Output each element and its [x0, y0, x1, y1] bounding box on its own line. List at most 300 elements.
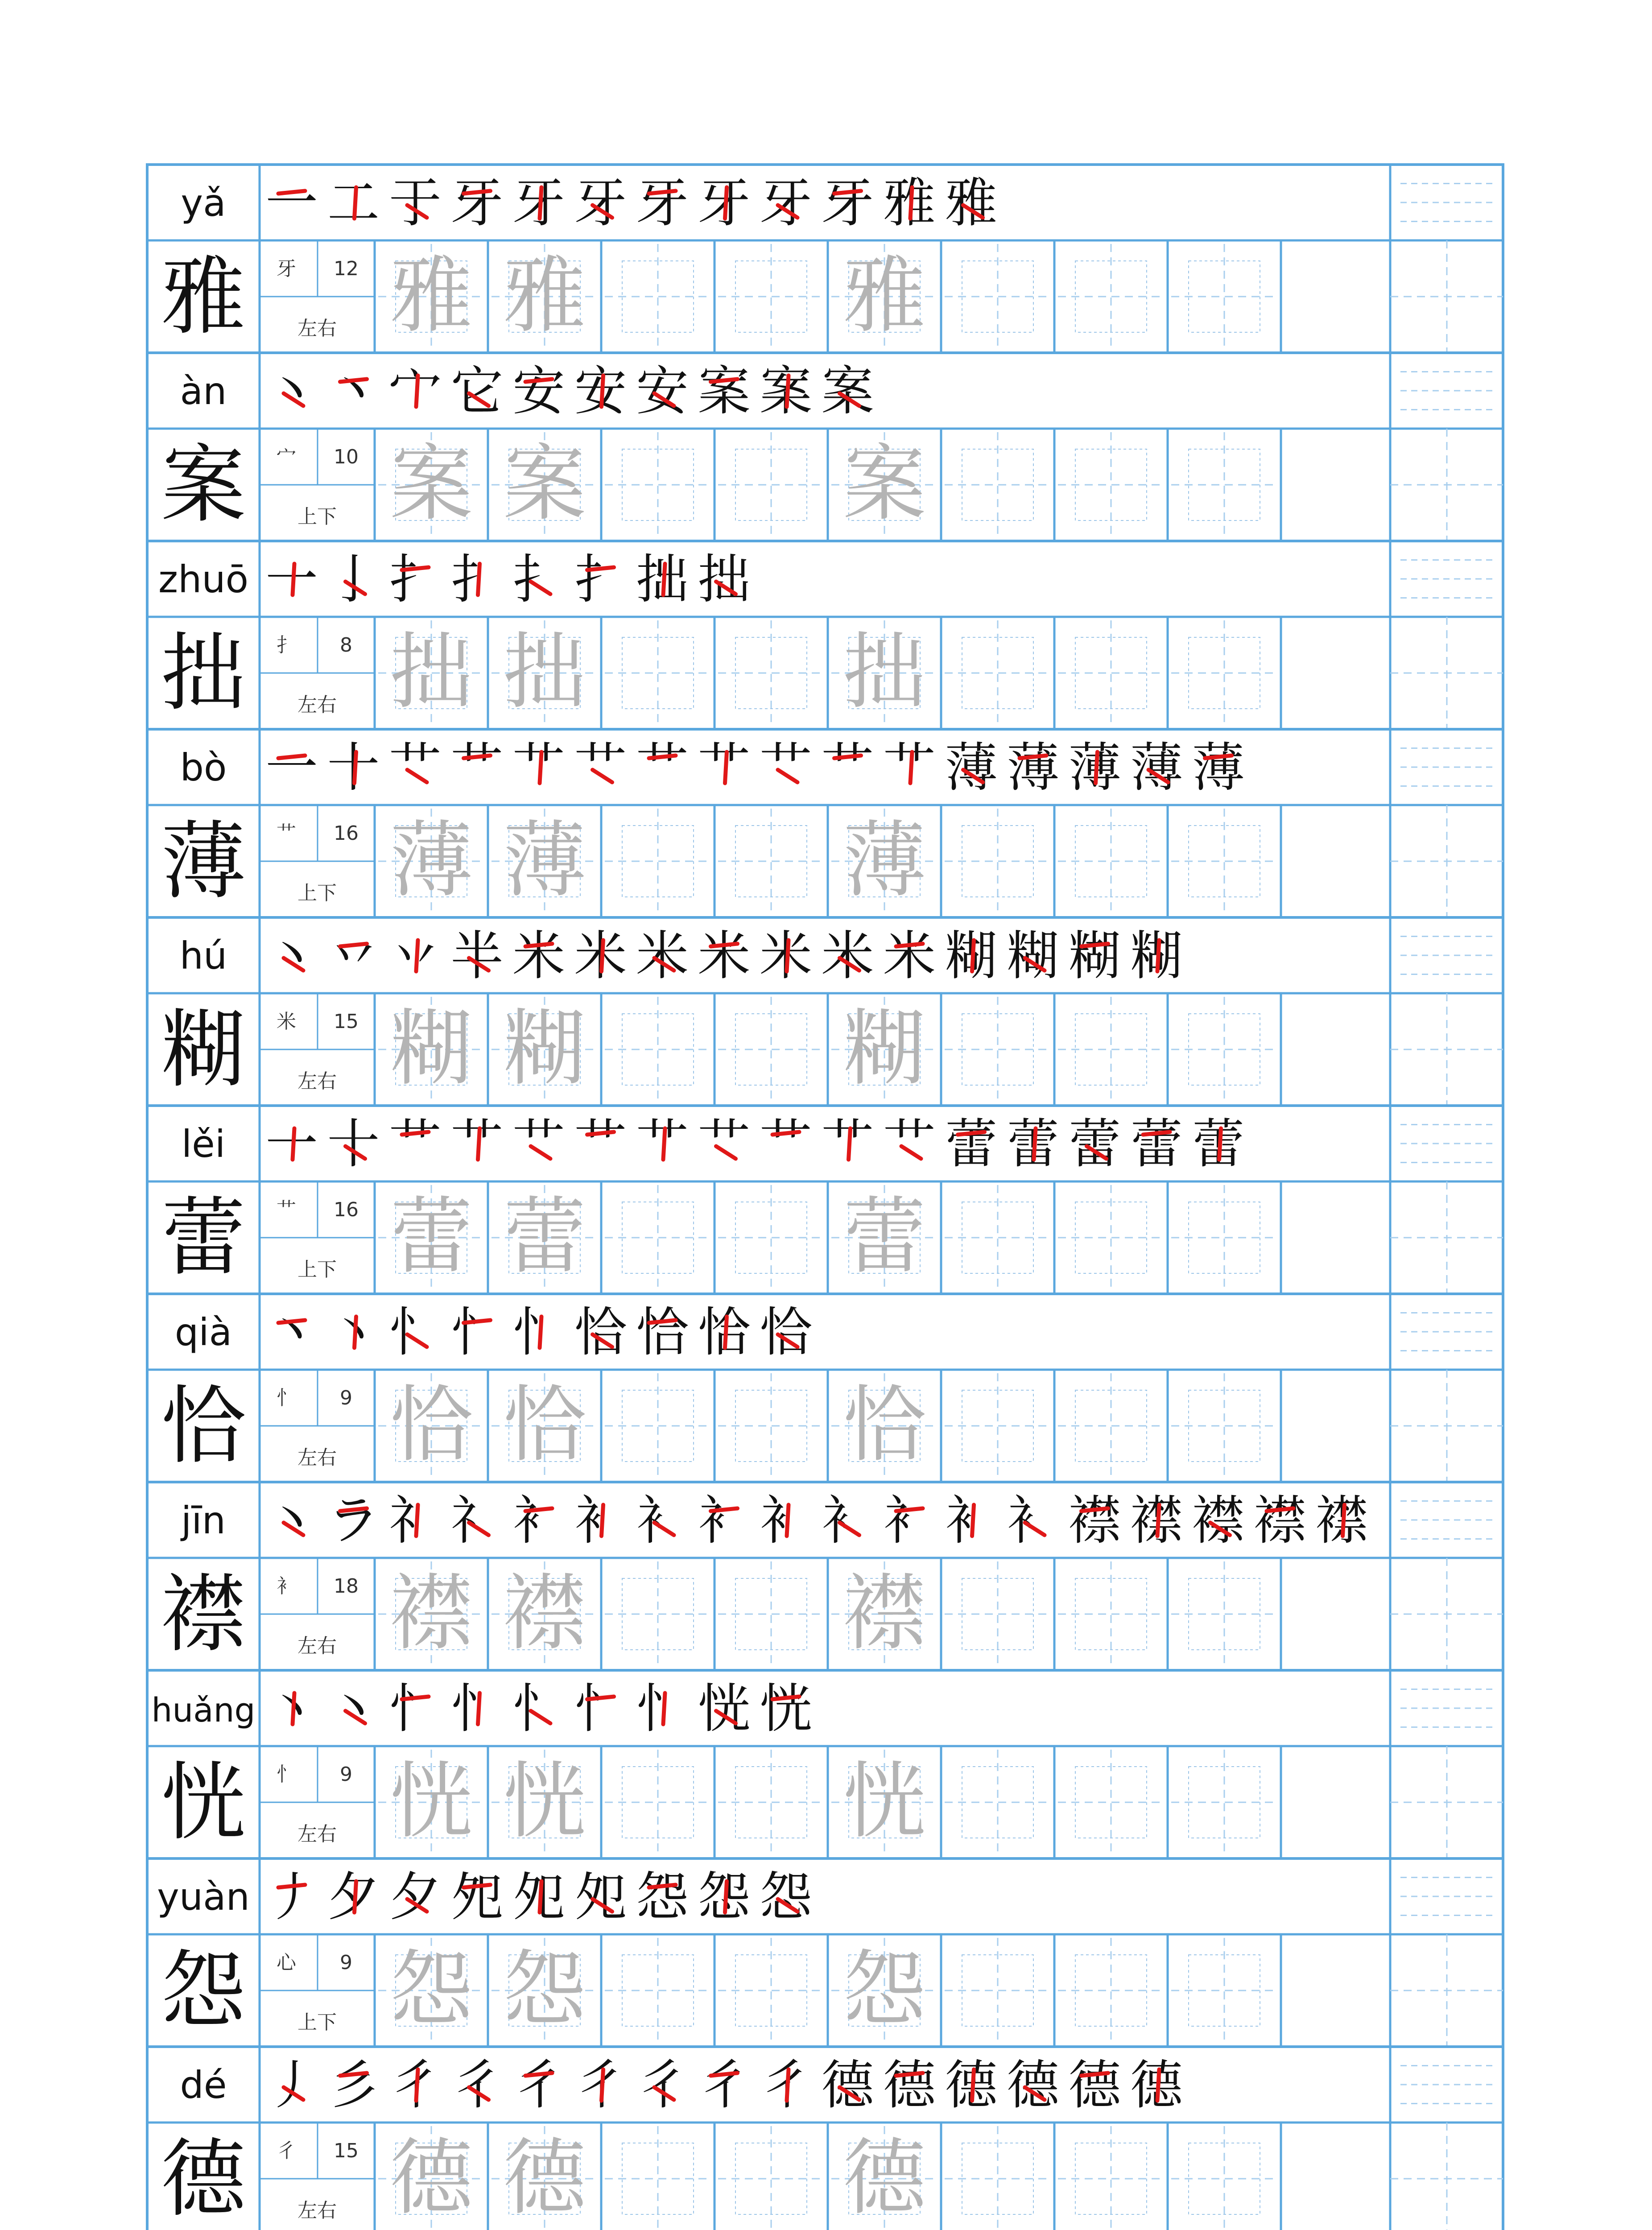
svg-text:礻: 礻	[388, 1490, 442, 1551]
svg-text:艹: 艹	[388, 1113, 442, 1175]
svg-text:安: 安	[574, 360, 627, 422]
practice-cell[interactable]	[831, 1185, 938, 1290]
margin-notes-cell	[1390, 748, 1503, 918]
practice-cell[interactable]	[605, 620, 711, 726]
new-stroke-highlight	[540, 1317, 541, 1348]
new-stroke-highlight	[278, 1885, 305, 1887]
practice-cell[interactable]	[378, 1750, 484, 1855]
svg-text:丶: 丶	[265, 1301, 318, 1363]
new-stroke-highlight	[663, 564, 665, 595]
stroke-order-step	[1192, 1490, 1245, 1551]
new-stroke-highlight	[1082, 944, 1108, 946]
svg-text:蕾: 蕾	[945, 1113, 998, 1175]
svg-text:艹: 艹	[821, 737, 874, 798]
practice-cell[interactable]	[718, 1750, 824, 1855]
practice-cell[interactable]	[831, 1561, 938, 1667]
practice-cell[interactable]	[718, 432, 824, 537]
trace-character: 恰	[843, 1376, 926, 1473]
practice-cell[interactable]	[1058, 809, 1164, 914]
stroke-order-sequence	[265, 1113, 1245, 1175]
svg-text:襟: 襟	[1253, 1490, 1307, 1551]
stroke-order-step	[265, 2054, 318, 2116]
character-entry	[147, 165, 1503, 353]
practice-cell[interactable]	[605, 2126, 711, 2230]
practice-cell[interactable]	[718, 1561, 824, 1667]
svg-text:安: 安	[636, 360, 689, 422]
main-character: 德	[161, 2130, 246, 2228]
stroke-count: 12	[334, 257, 359, 280]
practice-cell[interactable]	[1171, 1750, 1277, 1855]
practice-cell[interactable]	[605, 1185, 711, 1290]
practice-cell[interactable]	[378, 620, 484, 726]
stroke-order-sequence	[265, 925, 1183, 987]
practice-cell[interactable]	[831, 244, 938, 349]
practice-cell[interactable]	[945, 2126, 1051, 2230]
svg-text:拙: 拙	[636, 549, 689, 610]
practice-cell[interactable]	[605, 244, 711, 349]
practice-cell[interactable]	[945, 244, 1051, 349]
new-stroke-highlight	[402, 1132, 429, 1135]
svg-text:ラ: ラ	[327, 1490, 380, 1551]
practice-cell[interactable]	[1171, 244, 1277, 349]
stroke-order-step	[389, 1301, 442, 1363]
practice-cell[interactable]	[1171, 1185, 1277, 1290]
svg-text:艹: 艹	[883, 737, 936, 798]
stroke-order-step	[512, 172, 565, 234]
new-stroke-highlight	[525, 2073, 552, 2076]
svg-text:襟: 襟	[1315, 1490, 1368, 1551]
practice-cell[interactable]	[1171, 620, 1277, 726]
practice-cell[interactable]	[831, 809, 938, 914]
practice-cell[interactable]	[1058, 997, 1164, 1102]
stroke-order-sequence	[265, 172, 998, 234]
svg-text:扌: 扌	[512, 549, 566, 610]
stroke-order-step	[1007, 925, 1059, 987]
svg-text:薄: 薄	[1192, 737, 1245, 798]
practice-cell[interactable]	[491, 1185, 598, 1290]
stroke-order-step	[760, 1301, 812, 1363]
new-stroke-highlight	[772, 1132, 799, 1135]
svg-text:丿: 丿	[265, 1866, 318, 1928]
practice-cell[interactable]	[945, 1750, 1051, 1855]
stroke-order-step	[821, 2054, 875, 2116]
practice-cell[interactable]	[718, 1373, 824, 1478]
practice-cell[interactable]	[1171, 432, 1277, 537]
stroke-order-step	[265, 925, 318, 987]
trace-character: 雅	[503, 247, 586, 344]
svg-text:德: 德	[1130, 2054, 1183, 2116]
practice-cell[interactable]	[378, 997, 484, 1102]
character-entry	[147, 1670, 1503, 1858]
new-stroke-highlight	[340, 2073, 367, 2076]
svg-text:怨: 怨	[698, 1866, 751, 1928]
stroke-order-step	[574, 360, 627, 422]
radical-label: 忄	[277, 1387, 296, 1409]
practice-cell[interactable]	[605, 1938, 711, 2043]
practice-cell[interactable]	[945, 1373, 1051, 1478]
svg-text:艹: 艹	[759, 737, 813, 798]
practice-cell[interactable]	[945, 1561, 1051, 1667]
stroke-order-step	[698, 1113, 750, 1175]
svg-text:艹: 艹	[450, 737, 504, 798]
practice-cell[interactable]	[605, 1373, 711, 1478]
stroke-order-step	[1068, 925, 1121, 987]
stroke-order-step	[450, 172, 503, 234]
stroke-order-step	[327, 1301, 380, 1363]
stroke-order-step	[265, 1678, 318, 1739]
structure-label: 上下	[297, 1258, 337, 1281]
new-stroke-highlight	[293, 1128, 294, 1160]
practice-cell[interactable]	[491, 620, 598, 726]
stroke-order-step	[327, 2054, 380, 2116]
new-stroke-highlight	[416, 940, 418, 971]
svg-text:牙: 牙	[698, 172, 751, 234]
new-stroke-highlight	[602, 940, 603, 971]
svg-text:彳: 彳	[698, 2054, 751, 2116]
practice-cell[interactable]	[378, 244, 484, 349]
svg-text:忄: 忄	[512, 1301, 566, 1363]
svg-text:它: 它	[450, 360, 504, 422]
main-character: 拙	[161, 624, 246, 723]
trace-character: 恍	[843, 1753, 926, 1850]
stroke-order-step	[1068, 2054, 1122, 2116]
svg-text:一: 一	[265, 549, 318, 610]
practice-cell[interactable]	[491, 244, 598, 349]
structure-label: 左右	[297, 694, 337, 716]
practice-cell[interactable]	[1058, 1750, 1164, 1855]
svg-text:彳: 彳	[388, 2054, 442, 2116]
stroke-order-step	[945, 925, 997, 987]
svg-text:德: 德	[1068, 2054, 1121, 2116]
svg-text:安: 安	[512, 360, 566, 422]
stroke-order-step	[389, 737, 442, 798]
main-character: 怨	[161, 1941, 246, 2040]
practice-cell[interactable]	[491, 1938, 598, 2043]
stroke-order-step	[821, 1113, 874, 1175]
practice-cell[interactable]	[718, 809, 824, 914]
new-stroke-highlight	[355, 1317, 356, 1348]
practice-cell[interactable]	[1058, 244, 1164, 349]
stroke-order-step	[574, 1678, 627, 1739]
svg-text:衤: 衤	[945, 1490, 998, 1551]
new-stroke-highlight	[711, 2073, 738, 2076]
stroke-order-sequence	[265, 1490, 1369, 1551]
svg-text:艹: 艹	[821, 1113, 874, 1175]
practice-cell[interactable]	[945, 1185, 1051, 1290]
character-entry	[147, 1858, 1503, 2047]
practice-cell[interactable]	[378, 1373, 484, 1478]
pinyin-label: huǎng	[151, 1691, 256, 1730]
stroke-count: 10	[334, 446, 359, 468]
stroke-order-step	[760, 1866, 813, 1928]
stroke-order-step	[1130, 737, 1183, 798]
practice-cell[interactable]	[945, 432, 1051, 537]
svg-text:案: 案	[698, 360, 751, 422]
svg-text:丶: 丶	[327, 1678, 380, 1739]
practice-cell[interactable]	[491, 432, 598, 537]
stroke-order-step	[450, 360, 503, 422]
practice-cell[interactable]	[718, 244, 824, 349]
svg-text:拙: 拙	[698, 549, 751, 610]
stroke-order-step	[512, 737, 565, 798]
svg-text:牙: 牙	[574, 172, 627, 234]
stroke-order-step	[265, 1866, 318, 1928]
pinyin-label: zhuō	[158, 558, 248, 601]
new-stroke-highlight	[416, 1505, 418, 1536]
practice-cell[interactable]	[1058, 1185, 1164, 1290]
trace-character: 薄	[503, 812, 586, 909]
trace-character: 薄	[843, 812, 926, 909]
practice-cell[interactable]	[945, 620, 1051, 726]
main-character: 襟	[161, 1565, 246, 1664]
radical-label: 宀	[277, 446, 296, 468]
svg-text:艹: 艹	[574, 737, 627, 798]
stroke-order-step	[883, 172, 936, 234]
stroke-order-step	[1007, 2054, 1061, 2116]
stroke-order-step	[1254, 1490, 1307, 1551]
stroke-order-step	[636, 2054, 689, 2116]
practice-cell[interactable]	[1171, 1938, 1277, 2043]
svg-text:一: 一	[265, 1113, 318, 1175]
svg-text:彳: 彳	[512, 2054, 566, 2116]
svg-text:恍: 恍	[759, 1678, 813, 1739]
stroke-order-step	[450, 1301, 503, 1363]
svg-text:恰: 恰	[759, 1301, 813, 1363]
practice-cell[interactable]	[831, 432, 938, 537]
character-entry	[147, 1294, 1503, 1482]
new-stroke-highlight	[711, 379, 738, 382]
new-stroke-highlight	[896, 2073, 923, 2076]
new-stroke-highlight	[711, 944, 738, 946]
svg-text:蕾: 蕾	[1130, 1113, 1183, 1175]
stroke-order-step	[389, 2054, 442, 2116]
svg-text:德: 德	[945, 2054, 998, 2116]
new-stroke-highlight	[1157, 940, 1159, 971]
new-stroke-highlight	[464, 756, 491, 758]
practice-cell[interactable]	[1058, 1561, 1164, 1667]
svg-text:薄: 薄	[1068, 737, 1121, 798]
new-stroke-highlight	[649, 1885, 676, 1887]
practice-cell[interactable]	[718, 1185, 824, 1290]
stroke-order-step	[636, 1490, 689, 1551]
new-stroke-highlight	[649, 191, 676, 194]
new-stroke-highlight	[478, 1128, 480, 1160]
new-stroke-highlight	[1096, 752, 1098, 783]
stroke-order-step	[389, 172, 442, 234]
new-stroke-highlight	[355, 1881, 356, 1912]
practice-cell[interactable]	[605, 1750, 711, 1855]
new-stroke-highlight	[1343, 1505, 1345, 1536]
new-stroke-highlight	[896, 1508, 923, 1511]
svg-text:于: 于	[388, 172, 442, 234]
practice-cell[interactable]	[491, 1750, 598, 1855]
svg-text:艹: 艹	[636, 1113, 689, 1175]
new-stroke-highlight	[711, 1508, 738, 1511]
new-stroke-highlight	[787, 1505, 789, 1536]
practice-cell[interactable]	[831, 1750, 938, 1855]
practice-cell[interactable]	[945, 1938, 1051, 2043]
new-stroke-highlight	[478, 564, 480, 595]
main-character: 蕾	[161, 1189, 246, 1287]
practice-cell[interactable]	[831, 1938, 938, 2043]
practice-cell[interactable]	[1058, 432, 1164, 537]
svg-text:二: 二	[327, 172, 380, 234]
margin-notes-cell	[1390, 560, 1503, 730]
practice-cell[interactable]	[491, 2126, 598, 2230]
practice-cell[interactable]	[378, 432, 484, 537]
margin-notes-cell	[1390, 2066, 1503, 2230]
practice-cell[interactable]	[945, 997, 1051, 1102]
stroke-order-step	[883, 2054, 937, 2116]
stroke-order-step	[698, 737, 750, 798]
new-stroke-highlight	[1157, 2069, 1159, 2101]
practice-cell[interactable]	[605, 809, 711, 914]
practice-cell[interactable]	[491, 809, 598, 914]
practice-cell[interactable]	[1171, 2126, 1277, 2230]
trace-character: 襟	[503, 1565, 586, 1661]
practice-cell[interactable]	[605, 432, 711, 537]
stroke-order-step	[389, 1866, 442, 1928]
new-stroke-highlight	[355, 752, 356, 783]
stroke-order-step	[636, 549, 689, 610]
practice-cell[interactable]	[718, 997, 824, 1102]
character-entry	[147, 1482, 1503, 1670]
stroke-order-step	[512, 360, 565, 422]
practice-cell[interactable]	[1171, 997, 1277, 1102]
practice-cell[interactable]	[1058, 1373, 1164, 1478]
stroke-order-step	[1007, 737, 1059, 798]
practice-cell[interactable]	[378, 1185, 484, 1290]
stroke-order-step	[1315, 1490, 1368, 1551]
svg-text:衤: 衤	[636, 1490, 689, 1551]
stroke-count: 15	[334, 1010, 359, 1033]
structure-label: 左右	[297, 1070, 337, 1093]
svg-text:雅: 雅	[945, 172, 998, 234]
practice-cell[interactable]	[605, 1561, 711, 1667]
practice-cell[interactable]	[1058, 620, 1164, 726]
stroke-order-step	[1068, 737, 1121, 798]
practice-cell[interactable]	[1171, 809, 1277, 914]
svg-text:米: 米	[512, 925, 566, 987]
svg-text:牙: 牙	[759, 172, 813, 234]
practice-cell[interactable]	[831, 997, 938, 1102]
new-stroke-highlight	[340, 1508, 367, 1511]
radical-label: 艹	[277, 822, 296, 845]
practice-cell[interactable]	[378, 809, 484, 914]
svg-text:糊: 糊	[1068, 925, 1121, 987]
new-stroke-highlight	[896, 944, 923, 946]
practice-cell[interactable]	[831, 1373, 938, 1478]
svg-text:扌: 扌	[388, 549, 442, 610]
svg-text:蕾: 蕾	[1068, 1113, 1121, 1175]
new-stroke-highlight	[1219, 1128, 1221, 1160]
new-stroke-highlight	[278, 191, 305, 194]
stroke-order-step	[883, 925, 936, 987]
new-stroke-highlight	[525, 379, 552, 382]
character-entry	[147, 353, 1503, 541]
stroke-order-step	[821, 737, 874, 798]
practice-cell[interactable]	[491, 1561, 598, 1667]
new-stroke-highlight	[958, 1132, 985, 1135]
practice-cell[interactable]	[1171, 1561, 1277, 1667]
stroke-order-step	[1068, 1490, 1121, 1551]
stroke-order-sequence	[265, 1678, 812, 1739]
margin-notes-cell	[1390, 1501, 1503, 1671]
stroke-order-step	[574, 925, 627, 987]
svg-text:忄: 忄	[450, 1301, 504, 1363]
new-stroke-highlight	[278, 756, 305, 758]
stroke-order-step	[265, 1113, 318, 1175]
stroke-order-step	[389, 1490, 442, 1551]
svg-text:彡: 彡	[327, 2054, 380, 2116]
stroke-order-step	[574, 737, 627, 798]
svg-text:衤: 衤	[1006, 1490, 1060, 1551]
pinyin-label: àn	[180, 369, 227, 413]
character-entry	[147, 541, 1503, 729]
svg-text:忄: 忄	[574, 1678, 627, 1739]
svg-text:十: 十	[327, 1113, 380, 1175]
trace-character: 拙	[843, 624, 926, 720]
practice-cell[interactable]	[605, 997, 711, 1102]
svg-text:衤: 衤	[698, 1490, 751, 1551]
main-character: 恍	[161, 1753, 246, 1852]
stroke-count: 9	[340, 1387, 352, 1409]
new-stroke-highlight	[525, 1508, 552, 1511]
stroke-order-step	[574, 1301, 627, 1363]
svg-text:案: 案	[821, 360, 874, 422]
pinyin-label: bò	[180, 746, 227, 789]
practice-cell[interactable]	[491, 997, 598, 1102]
practice-cell[interactable]	[831, 2126, 938, 2230]
practice-cell[interactable]	[945, 809, 1051, 914]
practice-cell[interactable]	[378, 1938, 484, 2043]
practice-cell[interactable]	[491, 1373, 598, 1478]
practice-cell[interactable]	[718, 620, 824, 726]
stroke-order-step	[574, 2054, 627, 2116]
svg-text:怨: 怨	[636, 1866, 689, 1928]
svg-text:艹: 艹	[636, 737, 689, 798]
stroke-count: 18	[334, 1575, 359, 1598]
svg-text:扌: 扌	[574, 549, 627, 610]
practice-cell[interactable]	[718, 2126, 824, 2230]
practice-cell[interactable]	[378, 2126, 484, 2230]
svg-text:忄: 忄	[388, 1678, 442, 1739]
practice-cell[interactable]	[1058, 2126, 1164, 2230]
stroke-order-step	[698, 1301, 750, 1363]
stroke-order-step	[574, 1490, 627, 1551]
margin-notes-cell	[1390, 372, 1503, 541]
practice-cell[interactable]	[831, 620, 938, 726]
new-stroke-highlight	[340, 379, 367, 382]
practice-cell[interactable]	[1058, 1938, 1164, 2043]
margin-notes-cell	[1390, 184, 1503, 353]
practice-cell[interactable]	[378, 1561, 484, 1667]
new-stroke-highlight	[1157, 1505, 1159, 1536]
svg-text:雅: 雅	[883, 172, 936, 234]
new-stroke-highlight	[525, 944, 552, 946]
svg-text:忄: 忄	[636, 1678, 689, 1739]
practice-cell[interactable]	[1171, 1373, 1277, 1478]
practice-cell[interactable]	[718, 1938, 824, 2043]
stroke-order-step	[389, 549, 442, 610]
svg-text:恰: 恰	[636, 1301, 689, 1363]
new-stroke-highlight	[293, 564, 294, 595]
stroke-order-step	[512, 1113, 565, 1175]
new-stroke-highlight	[787, 940, 789, 971]
svg-text:忄: 忄	[388, 1301, 442, 1363]
stroke-order-step	[945, 737, 997, 798]
svg-text:夗: 夗	[574, 1866, 627, 1928]
